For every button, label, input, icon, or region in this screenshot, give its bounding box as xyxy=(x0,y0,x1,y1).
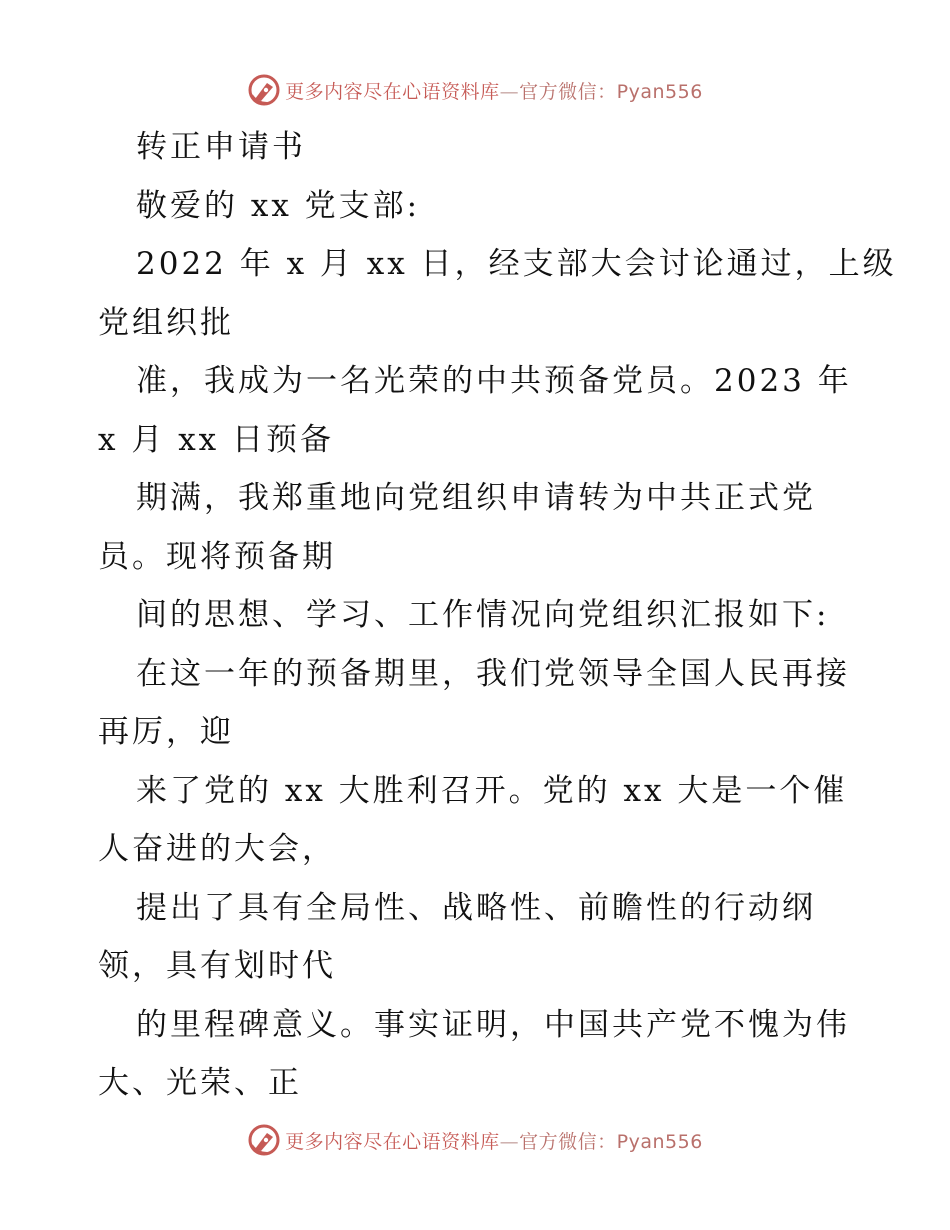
document-line: 党组织批 xyxy=(98,304,234,341)
pen-nib-logo-icon xyxy=(247,73,281,107)
document-line: 转正申请书 xyxy=(136,129,306,165)
document-line: 间的思想、学习、工作情况向党组织汇报如下: xyxy=(136,597,830,633)
watermark-separator: — xyxy=(499,80,520,103)
document-line: 领，具有划时代 xyxy=(98,948,336,984)
document-line: 提出了具有全局性、战略性、前瞻性的行动纲 xyxy=(136,889,816,926)
watermark-separator: — xyxy=(499,1130,520,1153)
document-line: 大、光荣、正 xyxy=(98,1065,302,1101)
header-watermark-banner xyxy=(0,70,950,110)
watermark-text xyxy=(285,1127,703,1154)
document-line: 2022 年 x 月 xx 日，经支部大会讨论通过，上级 xyxy=(136,246,897,282)
watermark-wechat: 官方微信：Pyan556 xyxy=(519,1130,703,1153)
document-body xyxy=(98,118,897,1113)
watermark-brand: 更多内容尽在心语资料库 xyxy=(285,80,500,103)
document-line: 再厉，迎 xyxy=(98,714,234,750)
document-line: 的里程碑意义。事实证明，中国共产党不愧为伟 xyxy=(136,1006,850,1043)
document-line: 员。现将预备期 xyxy=(98,538,336,575)
footer-watermark-banner xyxy=(0,1120,950,1160)
document-line: 准，我成为一名光荣的中共预备党员。2023 年 xyxy=(136,363,852,399)
document-line: 来了党的 xx 大胜利召开。党的 xx 大是一个催 xyxy=(136,772,848,809)
document-line: 期满，我郑重地向党组织申请转为中共正式党 xyxy=(136,480,816,516)
document-line: x 月 xx 日预备 xyxy=(98,421,335,458)
watermark-text xyxy=(285,77,703,104)
document-line: 人奋进的大会， xyxy=(98,831,336,867)
watermark-wechat: 官方微信：Pyan556 xyxy=(519,80,703,103)
document-line: 敬爱的 xx 党支部: xyxy=(136,187,421,224)
document-line: 在这一年的预备期里，我们党领导全国人民再接 xyxy=(136,655,850,692)
watermark-brand: 更多内容尽在心语资料库 xyxy=(285,1130,500,1153)
pen-nib-logo-icon xyxy=(247,1123,281,1157)
